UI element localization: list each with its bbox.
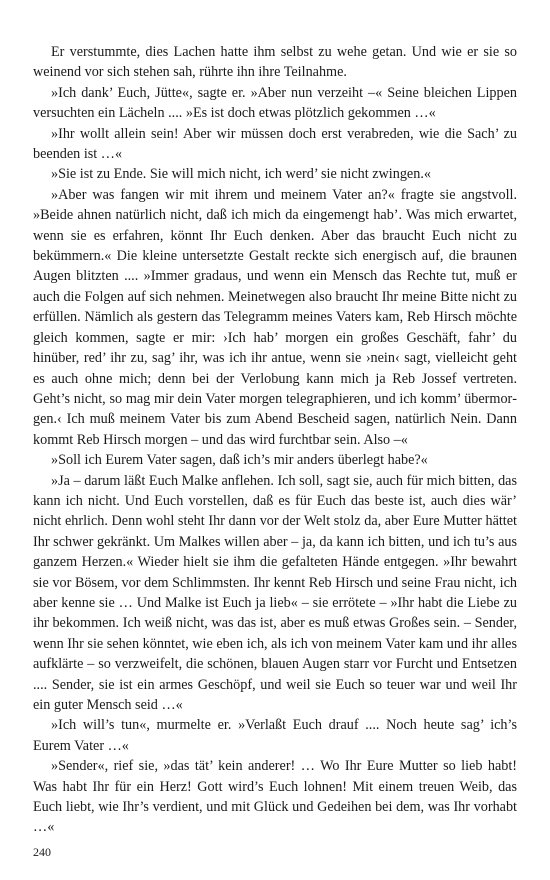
body-text (33, 42, 517, 838)
paragraph: »Sender«, rief sie, »das tät’ kein anderer! … Wo Ihr Eure Mutter so lieb habt! Was habt Ihr für ein Herz! Gott wird’s Euch lohnen! Mit einem treuen Weib, das Euch liebt, wie Ihr’s verdient, und mit Glück und Gedeihen bei dem, was Ihr vorhabt …« (33, 758, 517, 836)
paragraph: »Soll ich Eurem Vater sagen, daß ich’s mir anders überlegt habe?« (51, 452, 428, 469)
paragraph: »Ich will’s tun«, murmelte er. »Verlaßt Euch drauf .... Noch heute sag’ ich’s Eurem Vater …« (33, 717, 517, 754)
paragraph: »Ich dank’ Euch, Jütte«, sagte er. »Aber nun verzeiht –« Seine bleichen Lippen versuchten ein Lächeln .... »Es ist doch etwas plötzlich gekommen …« (33, 84, 517, 122)
paragraph: Er verstummte, dies Lachen hatte ihm selbst zu wehe getan. Und wie er sie so weinend vor sich stehen sah, rührte ihn ihre Teilnahme. (33, 44, 517, 81)
paragraph: »Sie ist zu Ende. Sie will mich nicht, ich werd’ sie nicht zwingen.« (51, 166, 431, 183)
paragraph: »Aber was fangen wir mit ihrem und meinem Vater an?« fragte sie angstvoll. »Beide ahnen natürlich nicht, daß ich mich da eingemengt hab’. Was mich erwartet, wenn sie es erfahren, könnt Ihr Euch denken. Aber das braucht Euch nicht zu bekümmern.« Die kleine untersetzte Gestalt reckte sich energisch auf, die braunen Augen blitzten .... »Immer gradaus, und wenn ein Mensch das Rechte tut, muß er auch die Folgen auf sich nehmen. Meinetwegen also braucht Ihr meine Bitte nicht zu erfüllen. Nämlich als gestern das Telegramm meines Vaters kam, Reb Hirsch möchte gleich kommen, sagte er mir: ›Ich hab’ morgen ein großes Geschäft, fahr’ du hinüber, red’ ihr zu, sag’ ihr, was ich ihr antue, wenn sie ›nein‹ sagt, vielleicht geht es auch ohne mich; denn bei der Verlobung kann mich ja Reb Jossef vertreten. Geht’s nicht, so mag mir dein Vater morgen telegraphieren, und ich komm’ übermorgen.‹ Ich muß meinem Vater bis zum Abend Bescheid sagen, natürlich Nein. Dann kommt Reb Hirsch morgen – und das wird furchtbar sein. Also –« (33, 186, 517, 448)
paragraph: »Ja – darum läßt Euch Malke anflehen. Ich soll, sagt sie, auch für mich bitten, das kann ich nicht. Und Euch vorstellen, daß es für Euch das beste ist, auch dies wär’ nicht ehrlich. Denn wohl steht Ihr dann vor der Welt stolz da, aber Eure Mutter hättet Ihr schwer gekränkt. Um Malkes willen aber – ja, da kann ich bitten, und ich tu’s aus ganzem Herzen.« Wieder hielt sie ihm die gefalteten Hände entgegen. »Ihr bewahrt sie vor Bösem, vor dem Schlimmsten. Ihr kennt Reb Hirsch und seine Frau nicht, ich aber kenne sie … Und Malke ist Euch ja lieb« – sie errötete – »Ihr habt die Liebe zu ihr bekommen. Ich weiß nicht, was das ist, aber es muß etwas Großes sein. – Sender, wenn Ihr sie sehen könntet, wie eben ich, als ich von meinem Vater kam und ihr alles aufklärte – so verzweifelt, die schönen, blauen Augen starr vor Furcht und Entsetzen .... Sender, sie ist ein armes Geschöpf, und weil sie Euch so teuer war und weil Ihr ein guter Mensch seid …« (33, 472, 517, 713)
page-number: 240 (33, 845, 51, 859)
paragraph: »Ihr wollt allein sein! Aber wir müssen doch erst verabreden, wie die Sach’ zu beenden ist …« (33, 125, 517, 163)
